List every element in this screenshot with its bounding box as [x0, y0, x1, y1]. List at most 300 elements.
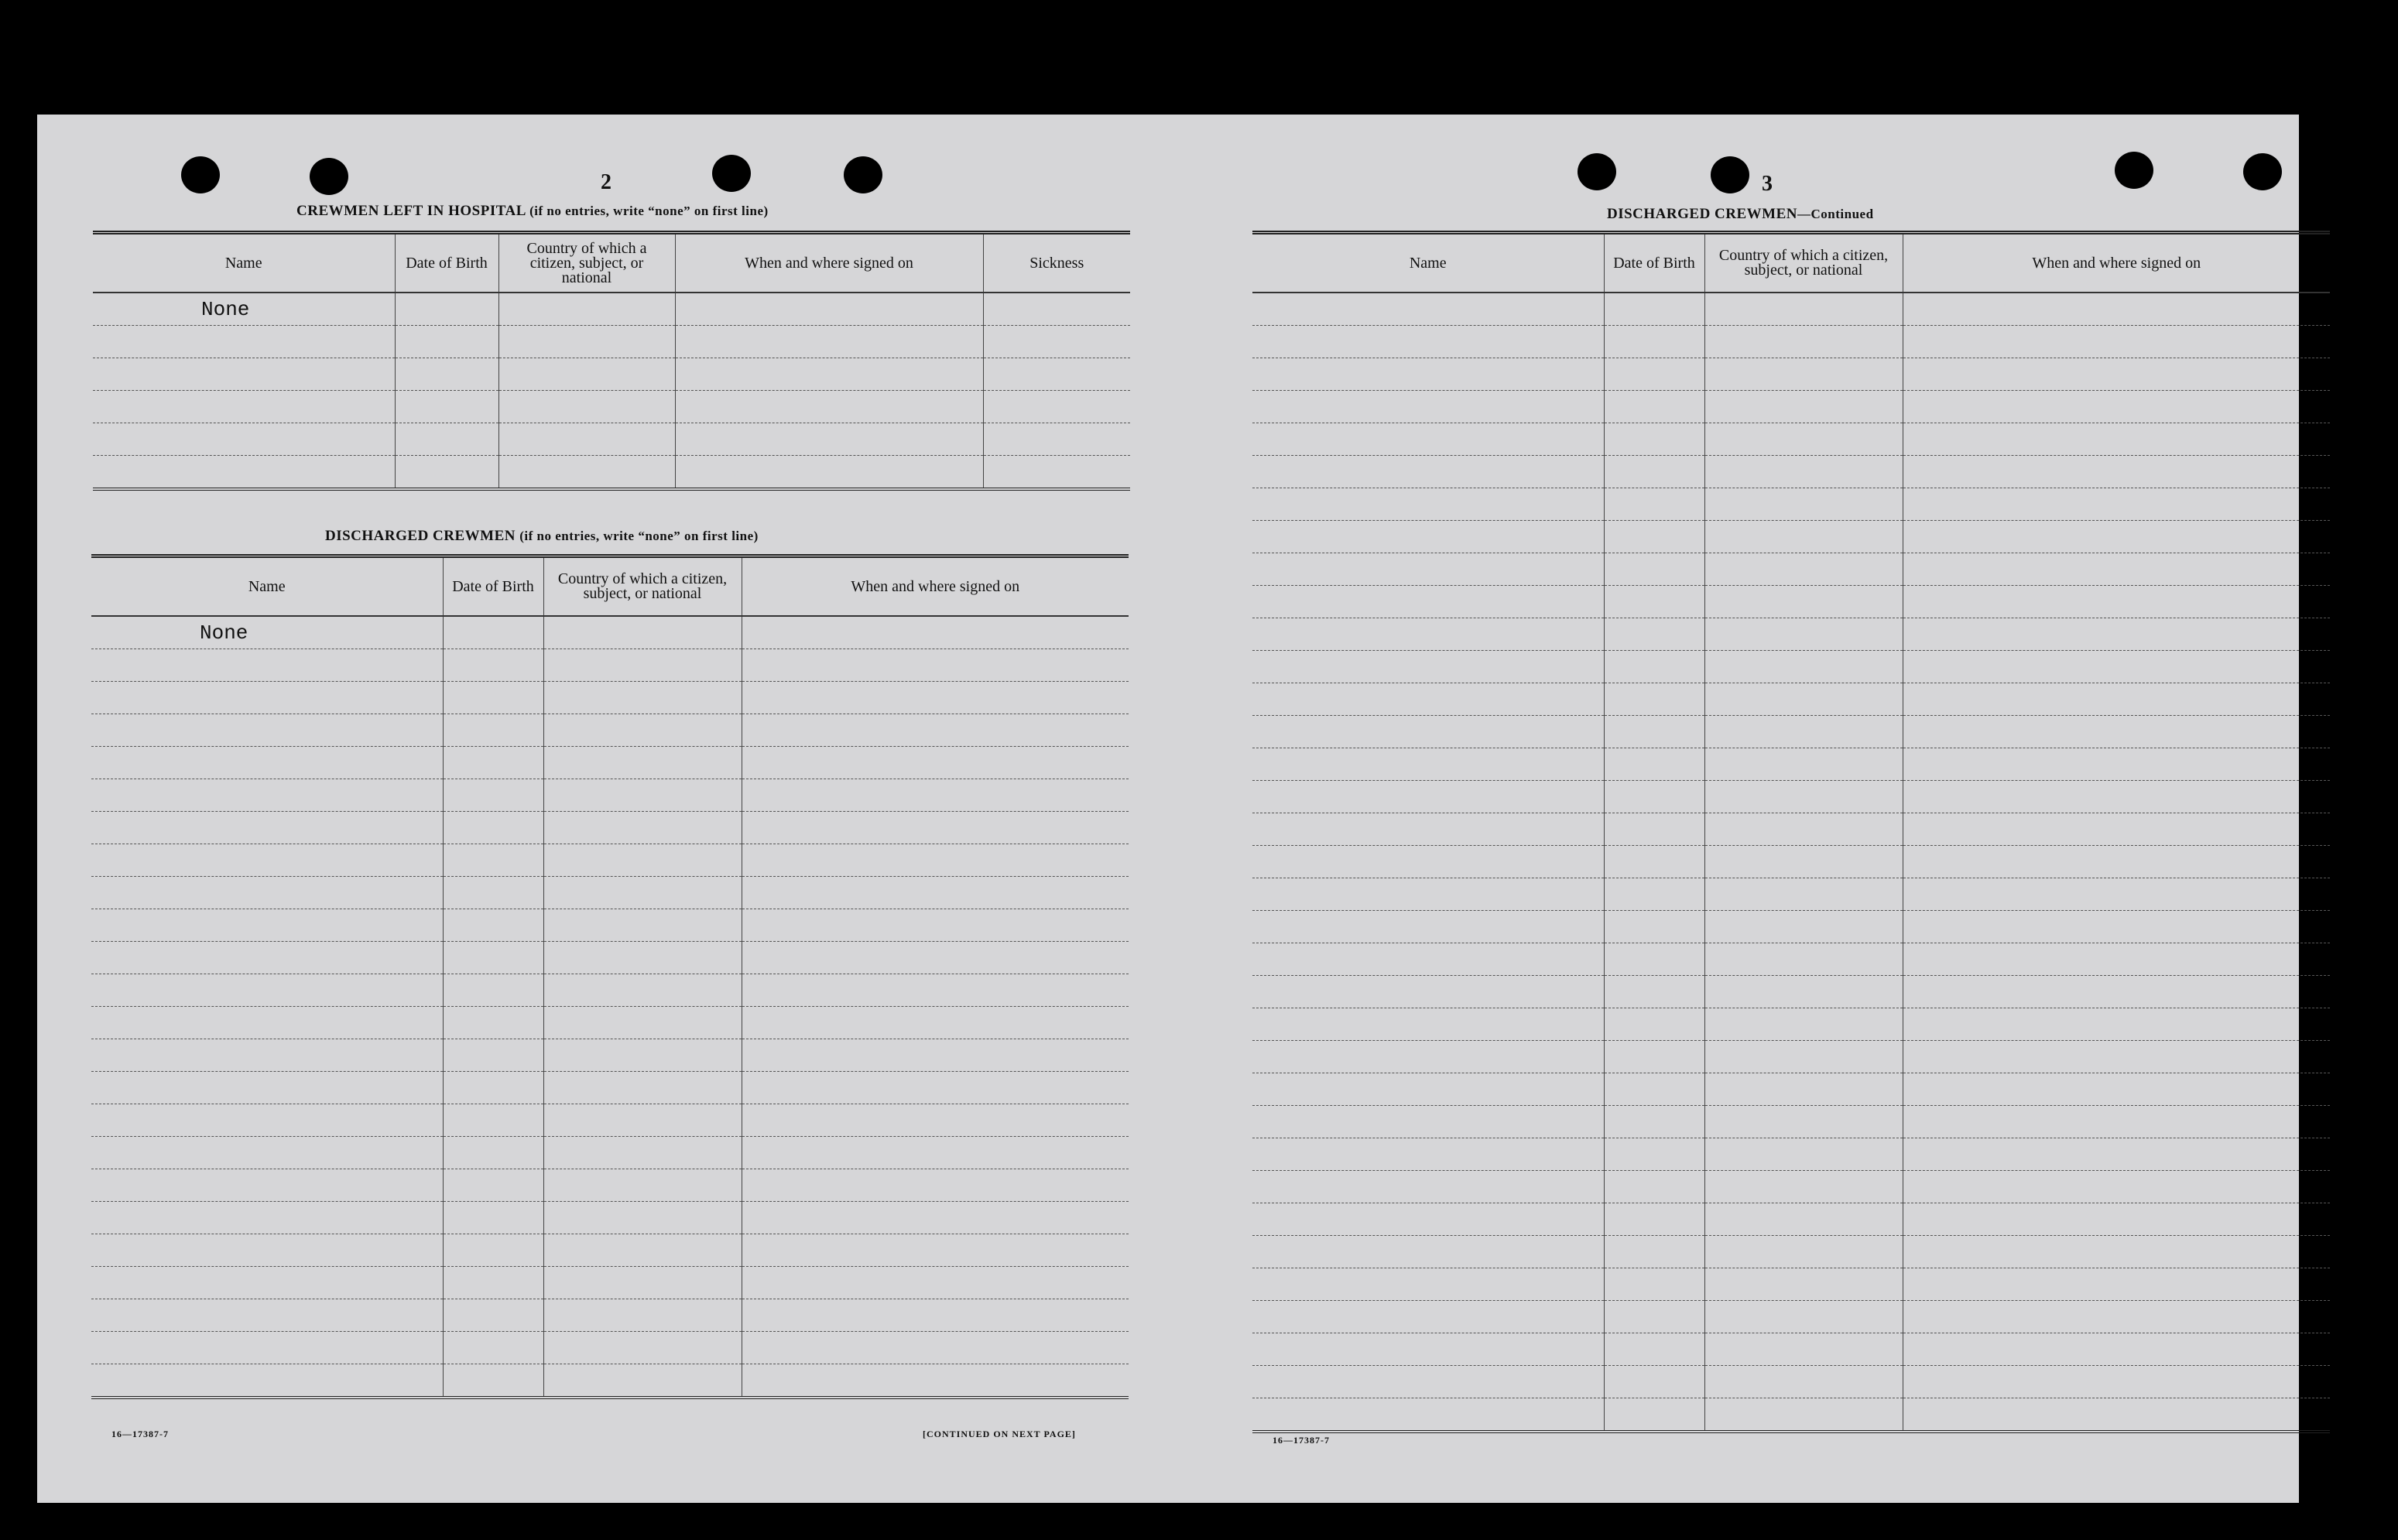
column-header: Sickness	[983, 233, 1130, 293]
page-number-left: 2	[601, 170, 611, 194]
table-cell	[1252, 1236, 1604, 1268]
table-cell	[543, 1299, 742, 1332]
hospital-section-title	[296, 203, 769, 220]
table-cell	[742, 1299, 1129, 1332]
table-cell	[91, 682, 443, 714]
table-row	[1252, 1301, 2330, 1333]
table-row	[1252, 1138, 2330, 1171]
table-cell	[983, 456, 1130, 490]
table-cell	[91, 1332, 443, 1364]
table-cell	[1604, 781, 1704, 813]
table-cell	[1604, 1268, 1704, 1301]
table-cell	[395, 423, 498, 456]
table-row	[91, 1332, 1129, 1364]
table-cell	[1252, 1041, 1604, 1073]
table-cell	[1252, 618, 1604, 651]
table-cell	[1704, 1041, 1903, 1073]
table-cell	[1604, 1073, 1704, 1106]
table-cell	[983, 293, 1130, 326]
table-cell	[443, 1104, 543, 1137]
table-cell	[1252, 813, 1604, 846]
table-cell	[1704, 911, 1903, 943]
table-row	[93, 456, 1130, 490]
table-cell	[1252, 651, 1604, 683]
table-row	[1252, 1171, 2330, 1203]
table-cell	[1903, 878, 2330, 911]
table-row	[91, 747, 1129, 779]
table-cell	[1604, 293, 1704, 326]
table-cell	[1903, 1398, 2330, 1432]
table-cell	[1604, 586, 1704, 618]
table-cell	[1604, 943, 1704, 976]
table-cell	[1704, 553, 1903, 586]
table-cell	[1252, 326, 1604, 358]
table-cell	[543, 616, 742, 649]
table-row	[1252, 456, 2330, 488]
table-cell	[742, 747, 1129, 779]
page-number-right: 3	[1762, 172, 1773, 196]
table-cell	[93, 326, 395, 358]
table-cell	[742, 682, 1129, 714]
table-cell	[742, 1169, 1129, 1202]
table-cell	[543, 649, 742, 682]
table-cell	[1604, 1171, 1704, 1203]
table-row	[1252, 1268, 2330, 1301]
discharged-continued-table	[1252, 231, 2330, 1433]
table-cell	[742, 714, 1129, 747]
table-cell	[443, 682, 543, 714]
table-cell	[443, 974, 543, 1007]
table-cell	[498, 423, 675, 456]
discharged-table	[91, 554, 1129, 1399]
table-cell	[395, 391, 498, 423]
column-header: Name	[93, 233, 395, 293]
table-row	[1252, 391, 2330, 423]
table-cell	[1704, 293, 1903, 326]
hospital-instruction: (if no entries, write “none” on first line)	[529, 204, 769, 218]
table-cell	[1903, 1138, 2330, 1171]
hospital-title-text: CREWMEN LEFT IN HOSPITAL	[296, 203, 526, 219]
table-cell	[543, 974, 742, 1007]
table-cell	[742, 616, 1129, 649]
table-cell	[1604, 1041, 1704, 1073]
table-cell	[443, 1267, 543, 1299]
table-cell	[1704, 1073, 1903, 1106]
table-cell	[1704, 976, 1903, 1008]
table-row	[91, 1072, 1129, 1104]
table-row	[1252, 1041, 2330, 1073]
table-cell	[1252, 878, 1604, 911]
table-row	[1252, 813, 2330, 846]
table-cell	[543, 1364, 742, 1398]
table-cell	[498, 456, 675, 490]
table-cell	[1903, 1073, 2330, 1106]
table-cell	[983, 358, 1130, 391]
table-cell	[742, 942, 1129, 974]
table-row	[1252, 488, 2330, 521]
table-row	[1252, 423, 2330, 456]
table-cell	[443, 1072, 543, 1104]
table-cell	[1604, 976, 1704, 1008]
table-cell	[443, 616, 543, 649]
table-cell	[1252, 911, 1604, 943]
table-cell	[1252, 586, 1604, 618]
table-cell	[1252, 943, 1604, 976]
table-row	[1252, 1333, 2330, 1366]
table-cell	[742, 1104, 1129, 1137]
table-cell	[742, 812, 1129, 844]
table-cell	[742, 1137, 1129, 1169]
table-cell	[498, 358, 675, 391]
column-header: Date of Birth	[1604, 233, 1704, 293]
table-cell	[91, 714, 443, 747]
table-cell	[1704, 1301, 1903, 1333]
table-row	[1252, 976, 2330, 1008]
table-cell	[91, 1039, 443, 1072]
table-cell	[983, 326, 1130, 358]
table-cell	[1903, 521, 2330, 553]
column-header: Date of Birth	[443, 556, 543, 617]
table-cell	[1604, 651, 1704, 683]
table-cell	[742, 1039, 1129, 1072]
table-cell	[443, 1137, 543, 1169]
table-cell	[1252, 1106, 1604, 1138]
table-cell	[1604, 1138, 1704, 1171]
table-cell	[91, 1267, 443, 1299]
table-cell	[1903, 911, 2330, 943]
table-cell	[543, 714, 742, 747]
table-cell	[742, 1332, 1129, 1364]
table-cell	[1604, 553, 1704, 586]
table-cell	[1704, 813, 1903, 846]
table-row	[1252, 1398, 2330, 1432]
table-cell	[1704, 1268, 1903, 1301]
table-cell	[1903, 553, 2330, 586]
table-row	[1252, 781, 2330, 813]
column-header: Date of Birth	[395, 233, 498, 293]
table-cell	[1604, 1301, 1704, 1333]
table-row	[1252, 521, 2330, 553]
column-header: Name	[91, 556, 443, 617]
table-cell	[91, 1299, 443, 1332]
table-cell	[1903, 1236, 2330, 1268]
table-cell	[91, 877, 443, 909]
column-header: Country of which a citizen, subject, or national	[1704, 233, 1903, 293]
table-cell	[1704, 1333, 1903, 1366]
table-cell	[1903, 716, 2330, 748]
table-cell	[1903, 326, 2330, 358]
table-cell	[1252, 358, 1604, 391]
table-row	[1252, 1073, 2330, 1106]
form-number-right: 16—17387-7	[1273, 1435, 1330, 1446]
table-row	[91, 1364, 1129, 1398]
table-row	[91, 1007, 1129, 1039]
table-cell	[1252, 748, 1604, 781]
table-row	[91, 844, 1129, 877]
table-cell	[543, 1039, 742, 1072]
table-cell	[543, 1072, 742, 1104]
table-cell	[1252, 391, 1604, 423]
table-cell	[1252, 716, 1604, 748]
table-cell	[91, 747, 443, 779]
table-cell	[543, 1137, 742, 1169]
table-cell	[1903, 1008, 2330, 1041]
punch-hole	[310, 158, 348, 195]
table-cell	[395, 456, 498, 490]
table-cell	[675, 423, 983, 456]
table-cell	[1704, 391, 1903, 423]
table-row	[1252, 878, 2330, 911]
table-cell	[91, 779, 443, 812]
table-cell	[1704, 651, 1903, 683]
table-cell	[443, 747, 543, 779]
table-cell	[1252, 781, 1604, 813]
table-cell	[675, 358, 983, 391]
table-row	[1252, 358, 2330, 391]
table-cell	[1903, 846, 2330, 878]
table-cell	[1604, 1333, 1704, 1366]
table-cell	[1604, 1008, 1704, 1041]
punch-hole	[1711, 156, 1749, 193]
table-row	[91, 714, 1129, 747]
table-cell	[91, 844, 443, 877]
discharged-instruction: (if no entries, write “none” on first line)	[519, 529, 759, 543]
table-cell	[1704, 326, 1903, 358]
table-cell	[443, 649, 543, 682]
table-cell	[1704, 683, 1903, 716]
table-cell	[91, 1072, 443, 1104]
table-cell	[1704, 423, 1903, 456]
table-cell	[93, 423, 395, 456]
table-cell	[91, 942, 443, 974]
table-cell	[443, 942, 543, 974]
table-row	[1252, 618, 2330, 651]
table-cell	[1604, 911, 1704, 943]
table-cell	[543, 747, 742, 779]
table-row	[91, 909, 1129, 942]
table-row	[1252, 293, 2330, 326]
table-cell	[543, 812, 742, 844]
table-cell	[742, 1364, 1129, 1398]
table-row	[1252, 651, 2330, 683]
continued-note: [CONTINUED ON NEXT PAGE]	[923, 1429, 1076, 1439]
table-cell	[1704, 846, 1903, 878]
column-header: Name	[1252, 233, 1604, 293]
table-cell	[1903, 488, 2330, 521]
table-cell	[1704, 1366, 1903, 1398]
table-row	[1252, 716, 2330, 748]
table-cell	[443, 812, 543, 844]
table-cell	[1903, 683, 2330, 716]
punch-hole	[2243, 153, 2282, 190]
table-row	[91, 1039, 1129, 1072]
table-cell	[1903, 1268, 2330, 1301]
table-cell	[742, 1072, 1129, 1104]
table-cell	[1252, 293, 1604, 326]
table-cell	[1604, 878, 1704, 911]
table-cell	[1704, 781, 1903, 813]
table-cell: None	[91, 616, 443, 649]
table-cell	[1252, 1398, 1604, 1432]
table-cell	[1704, 1106, 1903, 1138]
table-cell	[443, 1202, 543, 1234]
table-cell	[1704, 1171, 1903, 1203]
table-cell	[498, 391, 675, 423]
table-cell	[443, 909, 543, 942]
table-cell	[1903, 391, 2330, 423]
table-cell	[1704, 1138, 1903, 1171]
table-cell	[1604, 1203, 1704, 1236]
table-cell	[1903, 423, 2330, 456]
table-row	[91, 1137, 1129, 1169]
table-cell	[1704, 1008, 1903, 1041]
table-cell	[1604, 846, 1704, 878]
table-cell	[1604, 423, 1704, 456]
table-cell	[1903, 293, 2330, 326]
table-cell	[543, 1169, 742, 1202]
table-row	[91, 779, 1129, 812]
table-cell	[675, 326, 983, 358]
table-row	[91, 974, 1129, 1007]
table-cell	[498, 293, 675, 326]
table-row	[91, 1104, 1129, 1137]
table-cell	[1704, 618, 1903, 651]
table-cell	[1903, 1301, 2330, 1333]
table-row	[1252, 943, 2330, 976]
table-cell	[443, 1007, 543, 1039]
table-cell	[1604, 1398, 1704, 1432]
table-cell	[91, 1364, 443, 1398]
table-row	[1252, 911, 2330, 943]
table-row	[1252, 586, 2330, 618]
column-header: When and where signed on	[742, 556, 1129, 617]
table-cell	[675, 293, 983, 326]
table-cell	[1252, 1301, 1604, 1333]
table-cell	[91, 1137, 443, 1169]
table-cell	[443, 1332, 543, 1364]
table-cell	[91, 1202, 443, 1234]
table-row	[91, 616, 1129, 649]
table-row	[1252, 553, 2330, 586]
punch-hole	[2115, 152, 2153, 189]
punch-hole	[1578, 153, 1616, 190]
table-cell	[1704, 748, 1903, 781]
table-cell	[1604, 716, 1704, 748]
table-cell	[543, 1202, 742, 1234]
table-row	[1252, 1366, 2330, 1398]
table-row	[91, 1234, 1129, 1267]
table-row	[93, 293, 1130, 326]
table-cell	[1252, 553, 1604, 586]
column-header: When and where signed on	[675, 233, 983, 293]
table-cell	[1252, 521, 1604, 553]
continued-title-text: DISCHARGED CREWMEN	[1607, 206, 1797, 222]
table-cell	[742, 1267, 1129, 1299]
table-cell	[1604, 683, 1704, 716]
table-cell	[1903, 358, 2330, 391]
table-row	[91, 1169, 1129, 1202]
table-cell	[742, 649, 1129, 682]
table-cell	[1252, 1203, 1604, 1236]
table-row	[1252, 1203, 2330, 1236]
table-cell	[1903, 1171, 2330, 1203]
table-cell	[1604, 748, 1704, 781]
table-cell	[543, 942, 742, 974]
table-cell	[1252, 488, 1604, 521]
column-header: Country of which a citizen, subject, or national	[498, 233, 675, 293]
table-cell	[983, 423, 1130, 456]
table-cell	[1903, 976, 2330, 1008]
table-row	[91, 1202, 1129, 1234]
table-cell	[1903, 1333, 2330, 1366]
column-header: Country of which a citizen, subject, or national	[543, 556, 742, 617]
punch-hole	[712, 155, 751, 192]
table-cell	[1252, 1171, 1604, 1203]
table-cell	[1903, 943, 2330, 976]
table-cell	[498, 326, 675, 358]
table-cell	[91, 1104, 443, 1137]
table-cell	[543, 877, 742, 909]
table-cell	[91, 1007, 443, 1039]
table-cell	[1903, 618, 2330, 651]
table-row	[91, 1267, 1129, 1299]
table-cell	[91, 1234, 443, 1267]
table-row	[1252, 846, 2330, 878]
table-cell	[543, 1267, 742, 1299]
table-cell	[91, 812, 443, 844]
table-cell	[443, 1364, 543, 1398]
table-cell	[1704, 586, 1903, 618]
table-cell	[543, 1332, 742, 1364]
punch-hole	[844, 156, 882, 193]
discharged-title-text: DISCHARGED CREWMEN	[325, 528, 516, 544]
table-cell	[443, 779, 543, 812]
table-cell	[742, 877, 1129, 909]
table-cell	[443, 1234, 543, 1267]
table-cell	[395, 326, 498, 358]
table-cell	[1704, 1398, 1903, 1432]
table-cell	[1903, 781, 2330, 813]
table-cell	[1704, 878, 1903, 911]
table-cell	[543, 909, 742, 942]
table-cell	[983, 391, 1130, 423]
table-cell	[443, 877, 543, 909]
table-row	[1252, 1106, 2330, 1138]
table-cell	[93, 358, 395, 391]
continued-section-title	[1607, 206, 1874, 223]
form-number-left: 16—17387-7	[111, 1429, 169, 1439]
table-cell	[1903, 586, 2330, 618]
table-cell	[1252, 1073, 1604, 1106]
table-cell	[1604, 1366, 1704, 1398]
table-row	[91, 1299, 1129, 1332]
table-cell	[1903, 813, 2330, 846]
table-cell	[1604, 521, 1704, 553]
table-cell	[742, 1234, 1129, 1267]
table-cell	[1903, 651, 2330, 683]
table-cell	[1252, 683, 1604, 716]
table-cell	[443, 1169, 543, 1202]
table-row	[1252, 748, 2330, 781]
table-row	[93, 391, 1130, 423]
table-cell	[543, 779, 742, 812]
document-sheet	[37, 115, 2299, 1503]
table-cell	[1903, 1366, 2330, 1398]
table-cell	[91, 974, 443, 1007]
table-cell	[443, 1299, 543, 1332]
table-row	[91, 812, 1129, 844]
hospital-table	[93, 231, 1130, 491]
